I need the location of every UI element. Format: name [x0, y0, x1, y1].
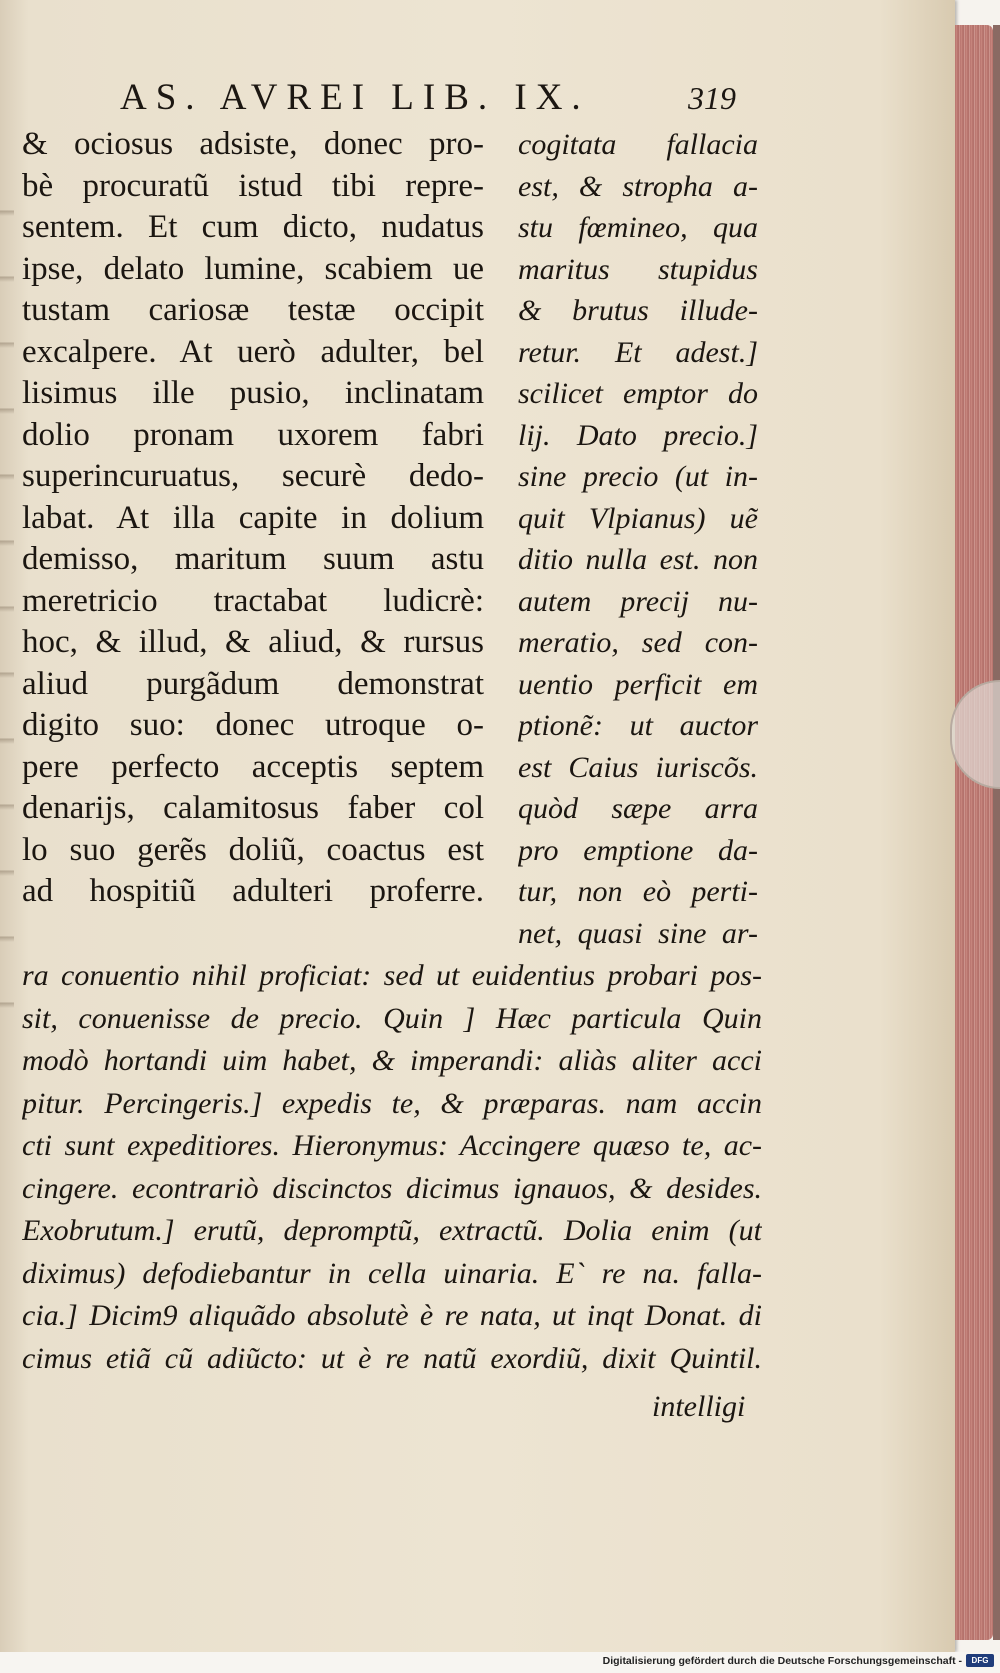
- commentary-line: est, & stropha a-: [518, 169, 758, 203]
- commentary-line: cimus etiã cũ adiũcto: ut è re natũ exordiũ, dixit Quintil.: [22, 1341, 762, 1375]
- commentary-line: maritus stupidus: [518, 252, 758, 286]
- commentary-line: quòd sæpe arra: [518, 792, 758, 825]
- running-head: AS. AVREI LIB. IX.: [120, 77, 590, 118]
- text-line: bè procuratũ istud tibi repre-: [22, 167, 484, 204]
- commentary-line: & brutus illude-: [518, 294, 758, 327]
- commentary-line: ra conuentio nihil proficiat: sed ut euidentius probari pos-: [22, 959, 762, 992]
- page-block-edge: [955, 25, 993, 1640]
- commentary-line: cti sunt expeditiores. Hieronymus: Accingere quæso te, ac-: [22, 1129, 762, 1162]
- text-line: superincuruatus, securè dedo-: [22, 458, 484, 494]
- commentary-line: est Caius iuriscõs.: [518, 750, 758, 784]
- commentary-line: diximus) defodiebantur in cella uinaria. E` re na. falla-: [22, 1256, 762, 1290]
- commentary-line: net, quasi sine ar-: [518, 916, 758, 950]
- text-line: meretricio tractabat ludicrè:: [22, 582, 484, 619]
- commentary-line: retur. Et adest.]: [518, 335, 758, 369]
- main-text-column: [22, 124, 484, 913]
- funding-credit: Digitalisierung gefördert durch die Deutsche Forschungsgemeinschaft -: [602, 1655, 962, 1667]
- text-line: & ociosus adsiste, donec pro-: [22, 126, 484, 162]
- text-line: demisso, maritum suum astu: [22, 541, 484, 577]
- commentary-line: uentio perficit em: [518, 667, 758, 701]
- text-line: aliud purgãdum demonstrat: [22, 665, 484, 702]
- text-line: excalpere. At uerò adulter, bel: [22, 333, 484, 370]
- text-line: denarijs, calamitosus faber col: [22, 790, 484, 826]
- commentary-line: autem precij nu-: [518, 584, 758, 618]
- text-line: sentem. Et cum dicto, nudatus: [22, 209, 484, 245]
- catchword: intelligi: [652, 1390, 746, 1423]
- commentary-line: pro emptione da-: [518, 833, 758, 867]
- page-block-shadow: [993, 25, 1000, 1640]
- commentary-line: sit, conuenisse de precio. Quin ] Hæc particula Quin: [22, 1001, 762, 1035]
- commentary-line: scilicet emptor do: [518, 377, 758, 410]
- text-line: digito suo: donec utroque o-: [22, 707, 484, 743]
- commentary-line: modò hortandi uim habet, & imperandi: aliàs aliter acci: [22, 1044, 762, 1077]
- text-line: labat. At illa capite in dolium: [22, 499, 484, 536]
- text-line: ipse, delato lumine, scabiem ue: [22, 250, 484, 287]
- commentary-line: sine precio (ut in-: [518, 460, 758, 493]
- text-line: lo suo gerẽs doliũ, coactus est: [22, 831, 484, 868]
- text-line: hoc, & illud, & aliud, & rursus: [22, 624, 484, 660]
- commentary-line: tur, non eò perti-: [518, 875, 758, 908]
- text-line: dolio pronam uxorem fabri: [22, 416, 484, 453]
- commentary-line: cogitata fallacia: [518, 128, 758, 161]
- gutter-shadow: [0, 150, 14, 1050]
- commentary-line: ditio nulla est. non: [518, 543, 758, 576]
- commentary-line: pitur. Percingeris.] expedis te, & præparas. nam accin: [22, 1086, 762, 1120]
- dfg-logo-icon: DFG: [966, 1654, 994, 1667]
- text-line: tustam cariosæ testæ occipit: [22, 292, 484, 328]
- text-line: lisimus ille pusio, inclinatam: [22, 375, 484, 411]
- commentary-line: quit Vlpianus) uẽ: [518, 501, 758, 535]
- commentary-side-column: [518, 124, 758, 954]
- commentary-line: lij. Dato precio.]: [518, 418, 758, 452]
- commentary-line: Exobrutum.] erutũ, depromptũ, extractũ. Dolia enim (ut: [22, 1214, 762, 1247]
- commentary-line: cia.] Dicim9 aliquãdo absolutè è re nata, ut inqt Donat. di: [22, 1299, 762, 1332]
- commentary-full-width: [22, 955, 762, 1380]
- commentary-line: cingere. econtrariò discinctos dicimus ignauos, & desides.: [22, 1171, 762, 1205]
- folio-number: 319: [688, 80, 736, 116]
- text-line: pere perfecto acceptis septem: [22, 748, 484, 785]
- text-line: ad hospitiũ adulteri proferre.: [22, 873, 484, 909]
- commentary-line: stu fœmineo, qua: [518, 211, 758, 244]
- commentary-line: ptionẽ: ut auctor: [518, 709, 758, 742]
- commentary-line: meratio, sed con-: [518, 626, 758, 659]
